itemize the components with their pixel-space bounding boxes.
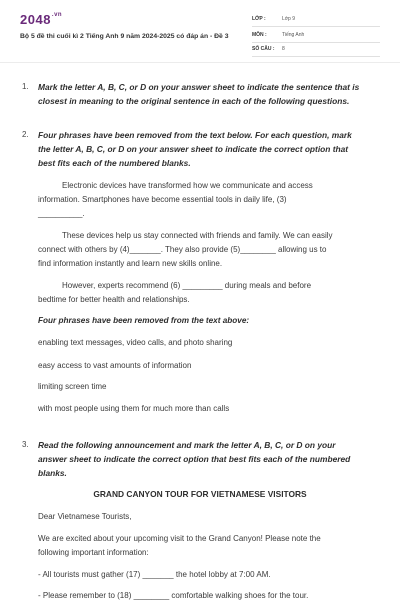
option-item: with most people using them for much more than calls	[38, 404, 230, 413]
logo-suffix: .vn	[51, 12, 63, 18]
passage-line: Electronic devices have transformed how we communicate and access	[62, 181, 313, 190]
question-1-number: 1.	[22, 82, 29, 91]
passage-line: find information instantly and learn new skills online.	[38, 259, 223, 268]
meta-count	[252, 44, 380, 57]
option-item: easy access to vast amounts of information	[38, 361, 192, 370]
meta-subject-key: MÔN :	[252, 32, 267, 38]
announcement-line: Dear Vietnamese Tourists,	[38, 512, 132, 521]
passage-line: __________.	[38, 209, 85, 218]
logo-text: 2048	[20, 12, 51, 27]
announcement-line: following important information:	[38, 548, 149, 557]
question-2-line: best fits each of the numbered blanks.	[38, 158, 191, 168]
meta-class	[252, 14, 380, 27]
passage-line: information. Smartphones have become essential tools in daily life, (3)	[38, 195, 287, 204]
option-item: limiting screen time	[38, 382, 107, 391]
meta-class-key: LỚP :	[252, 16, 266, 22]
passage-line: These devices help us stay connected with friends and family. We can easily	[62, 231, 333, 240]
passage-line: connect with others by (4)_______. They also provide (5)________ allowing us to	[38, 245, 327, 254]
question-1-line: closest in meaning to the original sentence in each of the following questions.	[38, 96, 350, 106]
exam-title: Bộ 5 đề thi cuối kì 2 Tiếng Anh 9 năm 2024-2025 có đáp án - Đề 3	[20, 33, 229, 40]
question-2-line: Four phrases have been removed from the text below. For each question, mark	[38, 130, 352, 140]
option-item: enabling text messages, video calls, and photo sharing	[38, 338, 233, 347]
meta-count-key: SỐ CÂU :	[252, 46, 275, 52]
announcement-line: - Please remember to (18) ________ comfortable walking shoes for the tour.	[38, 591, 309, 600]
page-header	[0, 0, 400, 63]
meta-subject-value: Tiếng Anh	[282, 32, 305, 38]
question-2-number: 2.	[22, 130, 29, 139]
meta-subject	[252, 30, 380, 43]
announcement-line: - All tourists must gather (17) _______ the hotel lobby at 7:00 AM.	[38, 570, 271, 579]
meta-class-value: Lớp 9	[282, 16, 296, 22]
question-3-line: answer sheet to indicate the correct option that best fits each of the numbered	[38, 454, 351, 464]
question-1-line: Mark the letter A, B, C, or D on your answer sheet to indicate the sentence that is	[38, 82, 360, 92]
meta-count-value: 8	[282, 46, 285, 52]
options-heading: Four phrases have been removed from the text above:	[38, 316, 250, 325]
question-3-line: Read the following announcement and mark the letter A, B, C, or D on your	[38, 440, 336, 450]
question-3-line: blanks.	[38, 468, 67, 478]
announcement-line: We are excited about your upcoming visit to the Grand Canyon! Please note the	[38, 534, 321, 543]
question-3-number: 3.	[22, 440, 29, 449]
passage-line: bedtime for better health and relationships.	[38, 295, 190, 304]
site-logo[interactable]	[20, 12, 62, 28]
question-2-line: the letter A, B, C, or D on your answer sheet to indicate the correct option that	[38, 144, 349, 154]
announcement-title: GRAND CANYON TOUR FOR VIETNAMESE VISITORS	[93, 489, 307, 499]
passage-line: However, experts recommend (6) _________ during meals and before	[62, 281, 312, 290]
